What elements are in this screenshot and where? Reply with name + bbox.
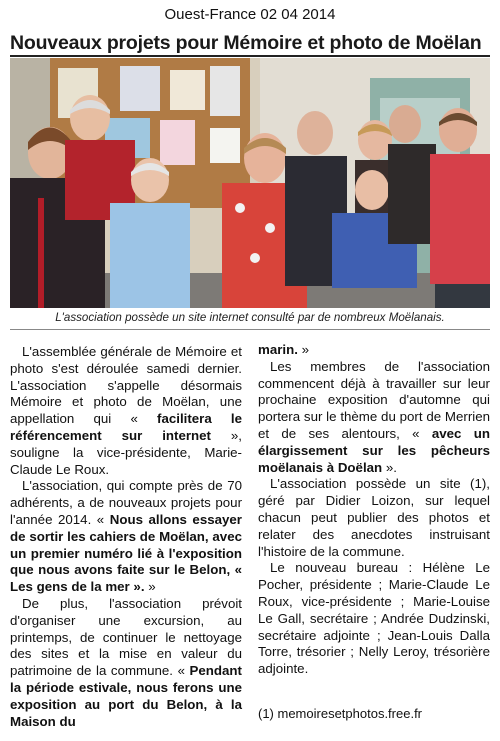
- right-paragraph-1: Les membres de l'association commencent déjà à travailler sur leur prochaine exposition d'automne qui portera sur le thème du port de Merrien et de ses alentours, « avec un élargissement sur les pêcheurs moëlanais à Doëlan ».: [258, 358, 490, 475]
- headline-rule: [10, 55, 490, 57]
- right-paragraph-3: Le nouveau bureau : Hélène Le Pocher, présidente ; Marie-Claude Le Roux, vice-présidente ; Marie-Louise Le Gall, secrétaire ; Andrée Dudzinski, secrétaire adjointe ; Jean-Louis Dalla Torre, trésorier ; Nelly Leroy, trésorière adjointe.: [258, 560, 490, 677]
- article-column-right: [258, 342, 490, 678]
- left-paragraph-3: De plus, l'association prévoit d'organiser une excursion, au printemps, de continuer le nettoyage des sites et la mise en valeur du patrimoine de la commune. « Pendant la période estivale, nous ferons une exposition au port du Belon, à la Maison du: [10, 595, 242, 729]
- caption-rule: [10, 329, 490, 330]
- article-column-left: [10, 344, 242, 730]
- source-line: Ouest-France 02 04 2014: [164, 6, 336, 23]
- left-paragraph-1: L'assemblée générale de Mémoire et photo s'est déroulée samedi dernier. L'association s'appelle désormais Mémoire et photo de Moëlan, une appellation qui « facilitera le référencement sur internet », souligne la vice-présidente, Marie-Claude Le Roux.: [10, 344, 243, 477]
- right-paragraph-0: marin. »: [258, 342, 309, 357]
- group-photo: [10, 58, 490, 308]
- left-paragraph-2: L'association, qui compte près de 70 adhérents, a de nouveaux projets pour l'année 2014. « Nous allons essayer de sortir les cahiers de Moëlan, avec un premier numéro lié à l'exposition que nous avons faite sur le Belon, « Les gens de la mer ». »: [10, 478, 242, 595]
- footnote-website: (1) memoiresetphotos.free.fr: [258, 706, 423, 721]
- photo-caption: L'association possède un site internet consulté par de nombreux Moëlanais.: [55, 311, 445, 324]
- article-headline: Nouveaux projets pour Mémoire et photo de Moëlan: [10, 32, 482, 54]
- group-photo-illustration: [10, 58, 490, 308]
- right-paragraph-2: L'association possède un site (1), géré par Didier Loizon, sur lequel chacun peut publier des photos et relater des anecdotes instruisant l'histoire de la commune.: [258, 476, 490, 559]
